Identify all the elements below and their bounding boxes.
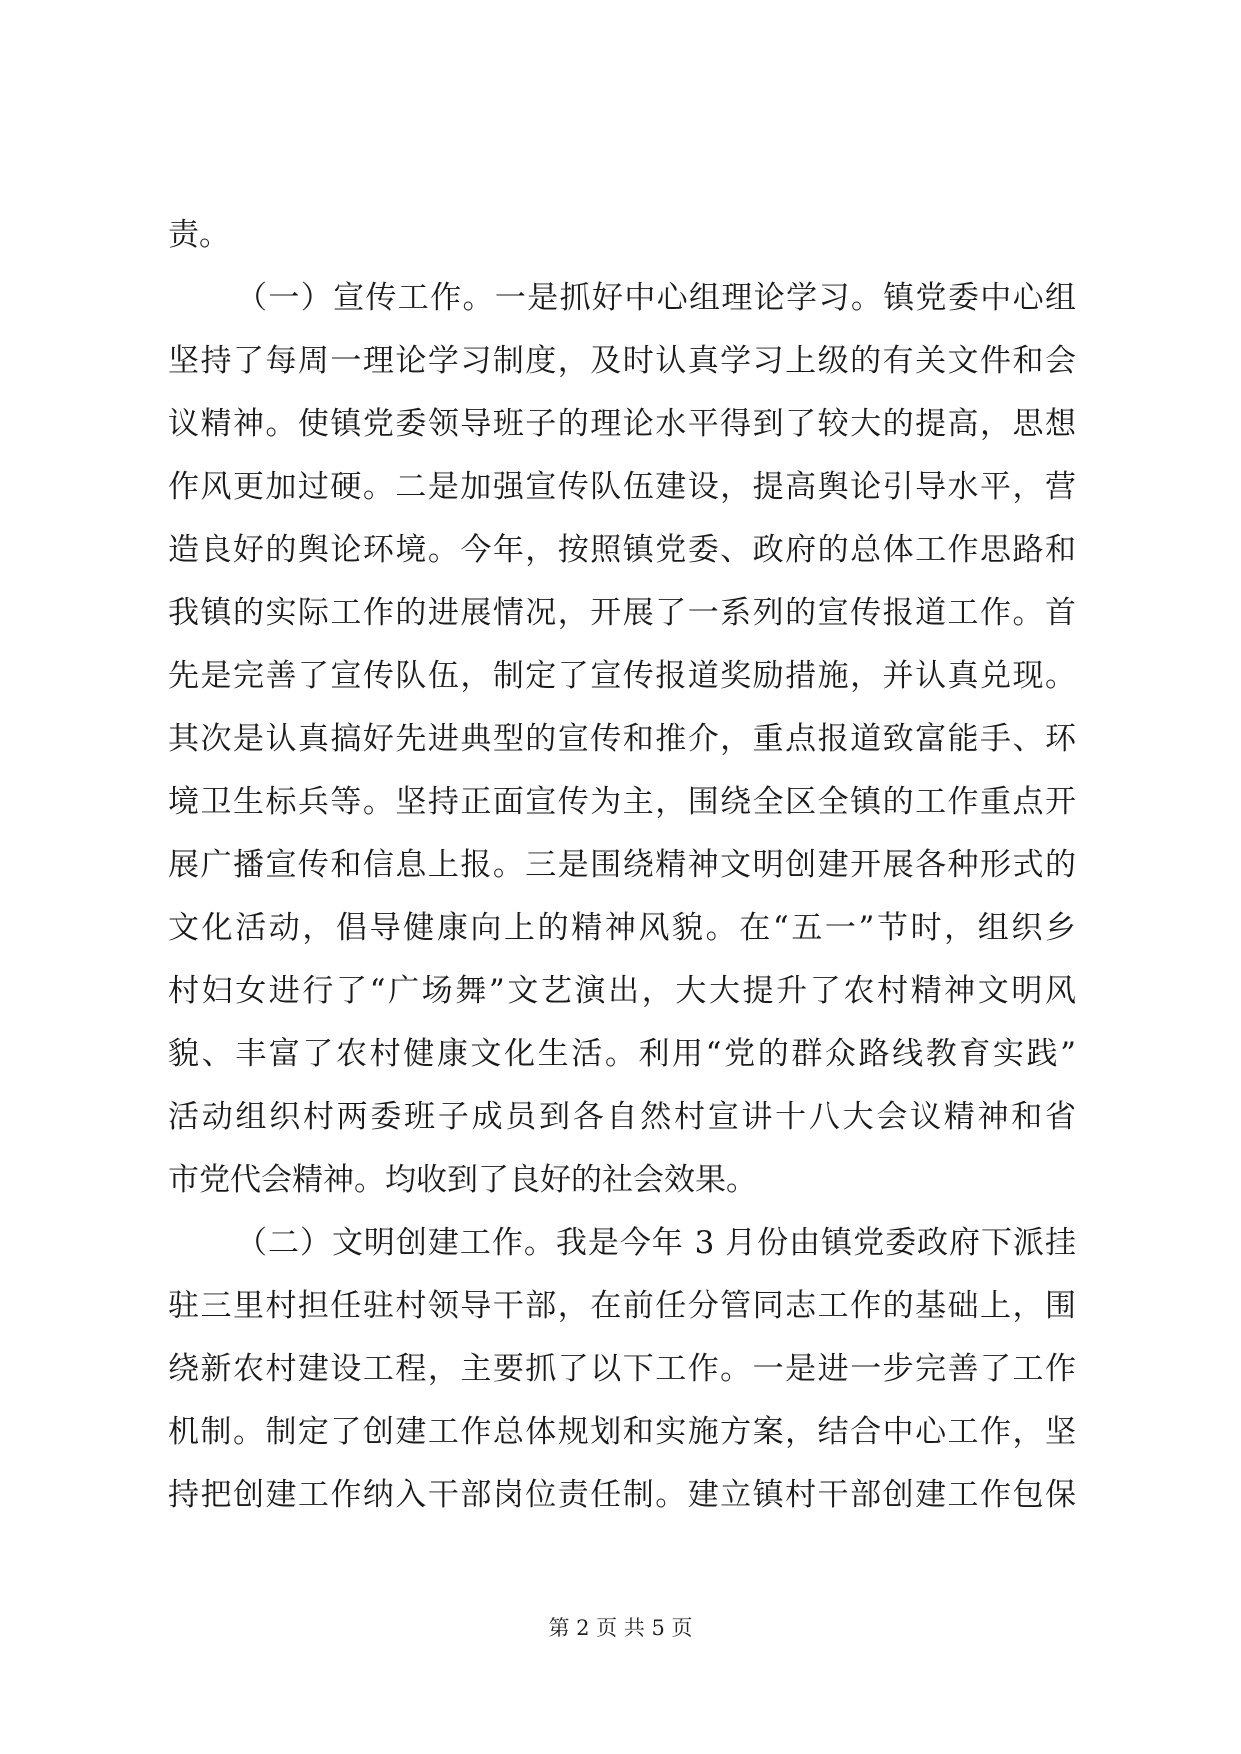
text-line: （一）宣传工作。一是抓好中心组理论学习。镇党委中心组 xyxy=(236,280,1076,316)
text-line: 境卫生标兵等。坚持正面宣传为主，围绕全区全镇的工作重点开 xyxy=(168,784,1076,820)
body-text xyxy=(168,204,1076,1527)
text-line: 展广播宣传和信息上报。三是围绕精神文明创建开展各种形式的 xyxy=(168,847,1076,883)
text-line: 貌、丰富了农村健康文化生活。利用“党的群众路线教育实践” xyxy=(168,1036,1076,1072)
text-line: 其次是认真搞好先进典型的宣传和推介，重点报道致富能手、环 xyxy=(168,721,1076,757)
text-line: 绕新农村建设工程，主要抓了以下工作。一是进一步完善了工作 xyxy=(168,1351,1076,1387)
page-number-footer: 第 2 页 共 5 页 xyxy=(548,1616,693,1640)
text-line: 我镇的实际工作的进展情况，开展了一系列的宣传报道工作。首 xyxy=(168,595,1076,631)
text-line: 文化活动，倡导健康向上的精神风貌。在“五一”节时，组织乡 xyxy=(168,910,1076,946)
text-line: 责。 xyxy=(168,217,230,253)
text-line: 村妇女进行了“广场舞”文艺演出，大大提升了农村精神文明风 xyxy=(168,973,1076,1009)
text-line: 先是完善了宣传队伍，制定了宣传报道奖励措施，并认真兑现。 xyxy=(168,658,1076,694)
text-line: 持把创建工作纳入干部岗位责任制。建立镇村干部创建工作包保 xyxy=(168,1477,1076,1513)
text-line: 坚持了每周一理论学习制度，及时认真学习上级的有关文件和会 xyxy=(168,343,1076,379)
text-line: 活动组织村两委班子成员到各自然村宣讲十八大会议精神和省 xyxy=(168,1099,1076,1135)
text-line: 市党代会精神。均收到了良好的社会效果。 xyxy=(168,1162,757,1198)
text-line: 造良好的舆论环境。今年，按照镇党委、政府的总体工作思路和 xyxy=(168,532,1076,568)
text-line: 作风更加过硬。二是加强宣传队伍建设，提高舆论引导水平，营 xyxy=(168,469,1076,505)
text-line: （二）文明创建工作。我是今年 3 月份由镇党委政府下派挂 xyxy=(236,1225,1076,1261)
text-line: 驻三里村担任驻村领导干部，在前任分管同志工作的基础上，围 xyxy=(168,1288,1076,1324)
text-line: 议精神。使镇党委领导班子的理论水平得到了较大的提高，思想 xyxy=(168,406,1076,442)
text-line: 机制。制定了创建工作总体规划和实施方案，结合中心工作，坚 xyxy=(168,1414,1076,1450)
